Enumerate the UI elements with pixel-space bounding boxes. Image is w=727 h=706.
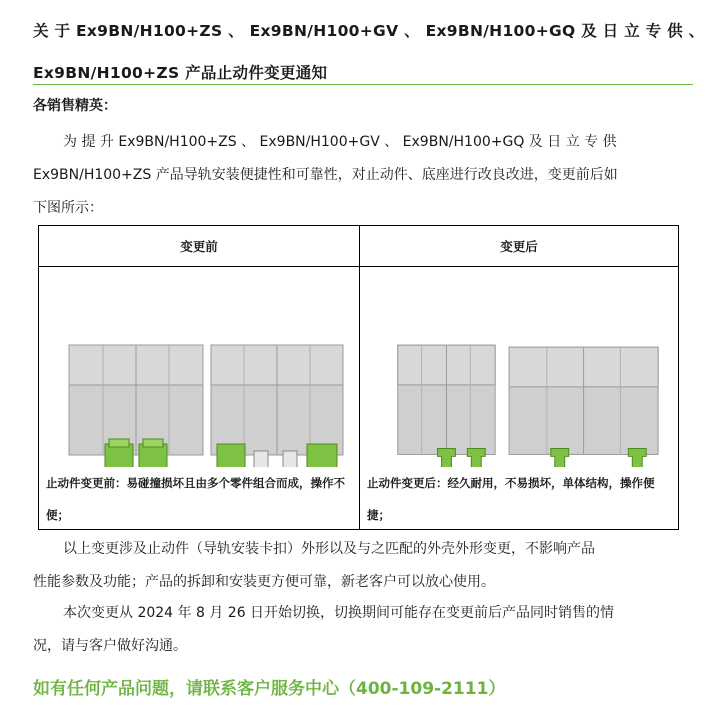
title-divider [33, 84, 693, 85]
after-caption: 止动件变更后：经久耐用，不易损坏，单体结构，操作便捷； [367, 476, 655, 522]
impact-line-1: 以上变更涉及止动件（导轨安装卡扣）外形以及与之匹配的外壳外形变更，不影响产品 [63, 541, 595, 557]
intro-paragraph [33, 126, 693, 225]
before-header: 变更前 [39, 226, 360, 267]
before-caption: 止动件变更前：易碰撞损坏且由多个零件组合而成，操作不便； [46, 476, 345, 522]
customer-service-contact: 如有任何产品问题，请联系客户服务中心（400-109-2111） [33, 679, 506, 699]
before-product-image [39, 267, 359, 467]
after-product-image [360, 267, 678, 467]
before-cell [39, 267, 360, 530]
comparison-table [38, 225, 679, 530]
switch-line-2: 况，请与客户做好沟通。 [33, 638, 187, 654]
breaker-4p-after [509, 347, 658, 467]
after-header: 变更后 [360, 226, 679, 267]
intro-line-1: 为 提 升 Ex9BN/H100+ZS 、 Ex9BN/H100+GV 、 Ex9BN/H100+GQ 及 日 立 专 供 [63, 134, 617, 150]
title-line-2: Ex9BN/H100+ZS 产品止动件变更通知 [33, 64, 328, 82]
intro-line-3: 下图所示： [33, 200, 103, 216]
switch-line-1: 本次变更从 2024 年 8 月 26 日开始切换，切换期间可能存在变更前后产品同时销售的情 [63, 605, 615, 621]
greeting: 各销售精英： [33, 98, 117, 114]
breaker-2p-after [398, 345, 495, 467]
breaker-2p-before [69, 345, 203, 467]
impact-paragraph [33, 533, 693, 599]
impact-line-2: 性能参数及功能；产品的拆卸和安装更方便可靠，新老客户可以放心使用。 [33, 574, 495, 590]
switch-date-paragraph [33, 597, 693, 663]
title-line-1: 关 于 Ex9BN/H100+ZS 、 Ex9BN/H100+GV 、 Ex9BN/H100+GQ 及 日 立 专 供 、 [33, 22, 705, 40]
breaker-4p-before [211, 345, 343, 467]
after-cell [360, 267, 679, 530]
intro-line-2: Ex9BN/H100+ZS 产品导轨安装便捷性和可靠性，对止动件、底座进行改良改进，变更前后如 [33, 167, 618, 183]
notice-title [33, 10, 705, 94]
